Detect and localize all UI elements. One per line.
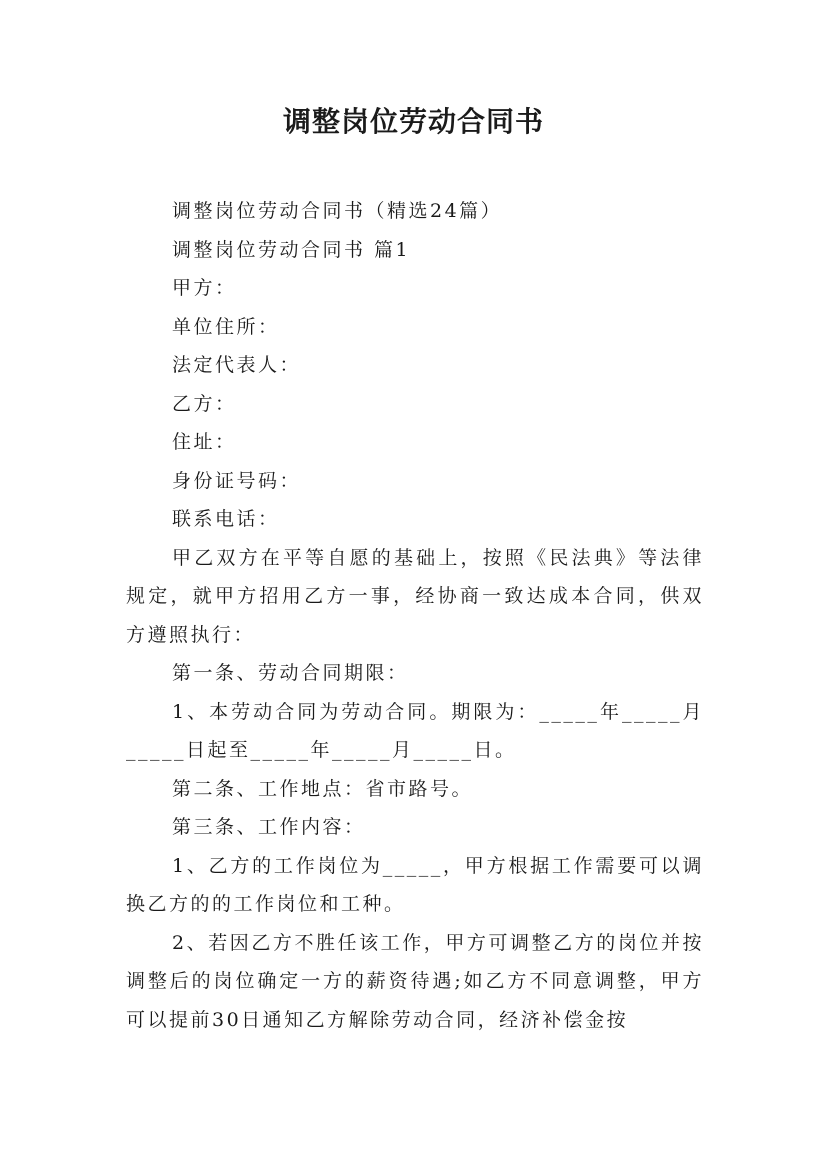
paragraph-article-3-item-1: 1、乙方的工作岗位为_____，甲方根据工作需要可以调换乙方的的工作岗位和工种。: [126, 854, 704, 915]
paragraph-article-2: 第二条、工作地点：省市路号。: [172, 777, 474, 800]
paragraph-article-1: 第一条、劳动合同期限：: [172, 662, 409, 684]
paragraph-article-3-item-2: 2、若因乙方不胜任该工作，甲方可调整乙方的岗位并按调整后的岗位确定一方的薪资待遇;如乙方不同意调整，甲方可以提前30日通知乙方解除劳动合同，经济补偿金按: [126, 931, 704, 1031]
paragraph-article-1-term: 1、本劳动合同为劳动合同。期限为：_____年_____月_____日起至_____年_____月_____日。: [126, 700, 704, 761]
document-title: 调整岗位劳动合同书: [282, 105, 544, 138]
paragraph-party-a: 甲方：: [172, 277, 237, 299]
paragraph-unit-address: 单位住所：: [172, 315, 280, 338]
document-body: [126, 192, 704, 1039]
paragraph-subtitle: 调整岗位劳动合同书（精选24篇）: [172, 200, 503, 222]
paragraph-section-heading: 调整岗位劳动合同书 篇1: [172, 238, 411, 261]
paragraph-address: 住址：: [172, 431, 237, 453]
paragraph-legal-rep: 法定代表人：: [172, 354, 302, 376]
paragraph-party-b: 乙方：: [172, 392, 237, 415]
paragraph-preamble: 甲乙双方在平等自愿的基础上，按照《民法典》等法律规定，就甲方招用乙方一事，经协商一致达成本合同，供双方遵照执行：: [126, 546, 704, 646]
paragraph-article-3: 第三条、工作内容：: [172, 816, 366, 838]
paragraph-id-number: 身份证号码：: [172, 469, 302, 492]
paragraph-phone: 联系电话：: [172, 508, 280, 530]
